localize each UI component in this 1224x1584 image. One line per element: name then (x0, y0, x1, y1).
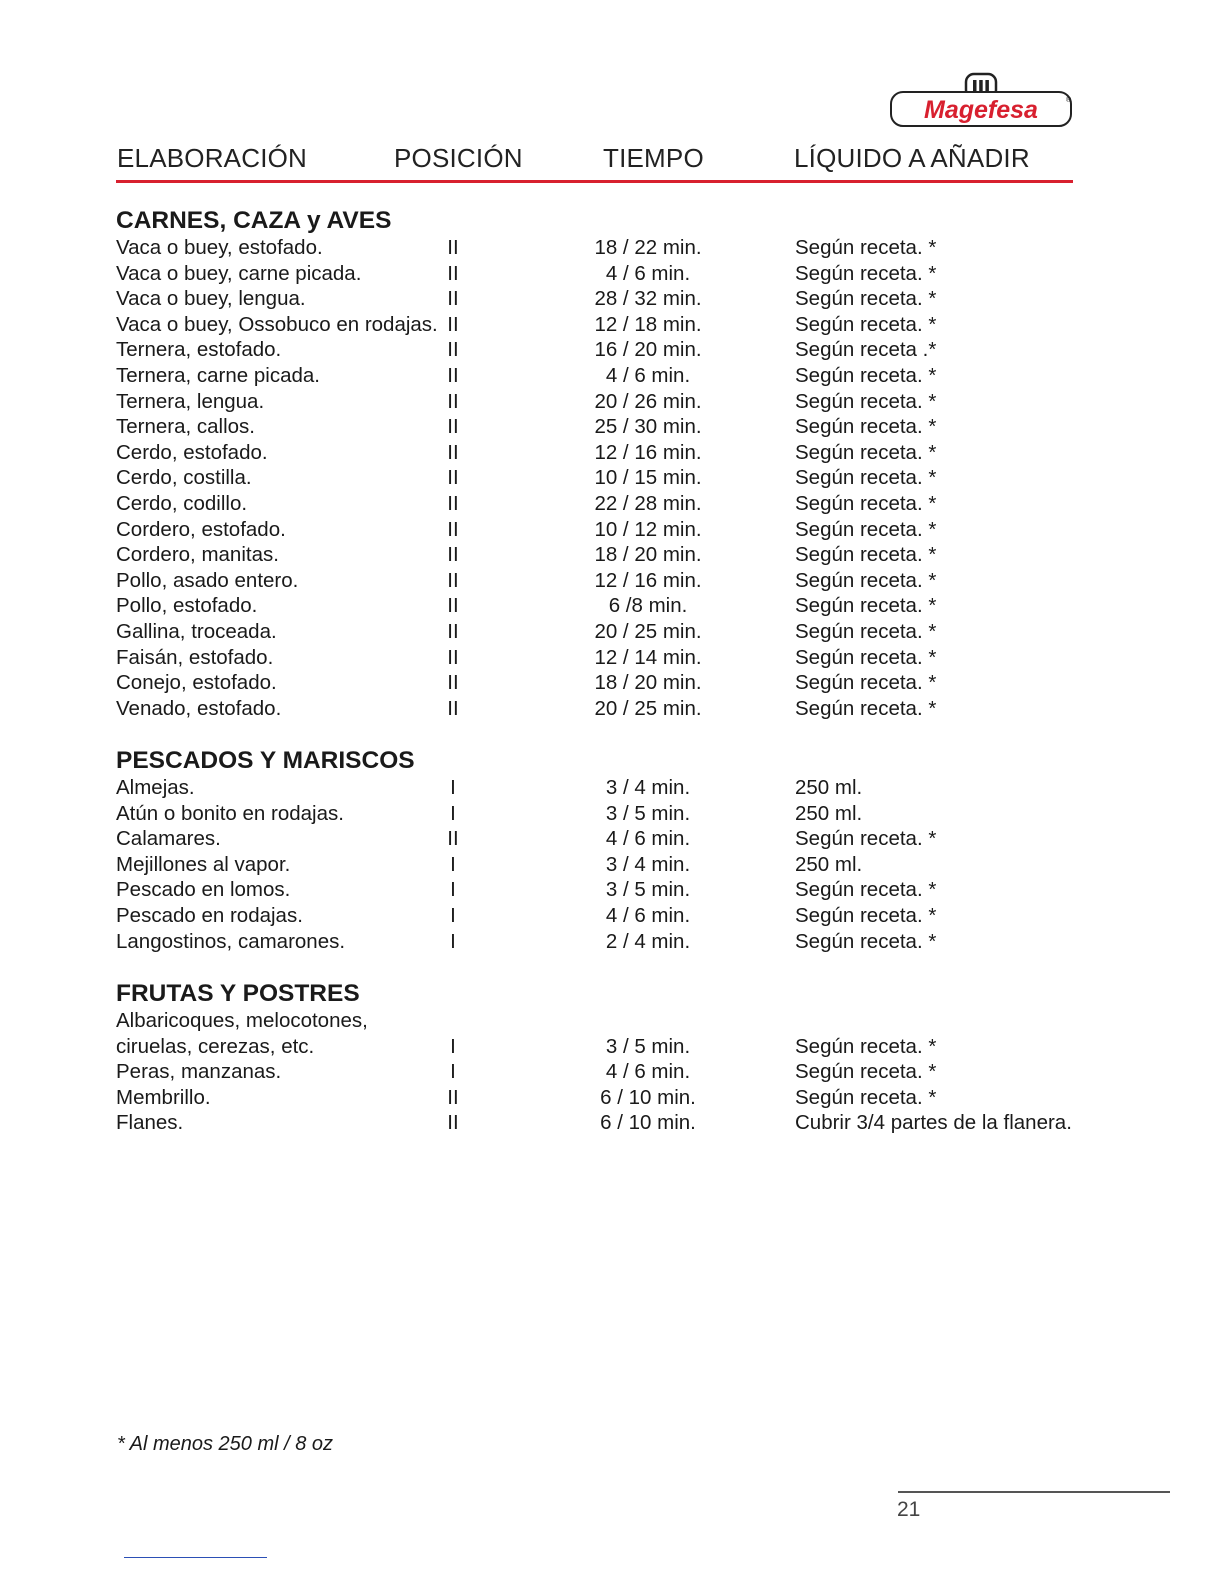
liquido-cell: Según receta. * (795, 645, 937, 669)
posicion-value: II (447, 594, 459, 618)
table-row (116, 542, 1106, 568)
table-row (116, 775, 1106, 801)
page-number-rule (898, 1491, 1170, 1493)
elaboracion-cell: Gallina, troceada. (116, 619, 277, 643)
tiempo-value: 20 / 25 min. (594, 619, 702, 643)
posicion-value: II (447, 389, 459, 413)
tiempo-value: 3 / 4 min. (605, 852, 691, 876)
table-row (116, 235, 1106, 261)
liquido-cell: Según receta. * (795, 903, 937, 927)
header-posicion: POSICIÓN (394, 143, 523, 173)
posicion-value: II (447, 236, 459, 259)
tiempo-value: 12 / 14 min. (594, 645, 702, 669)
section-carnes (116, 207, 1106, 721)
liquido-cell: Según receta. * (795, 415, 937, 439)
section-pescados (116, 747, 1106, 954)
liquido-cell: Cubrir 3/4 partes de la flanera. (795, 1111, 1072, 1135)
table-row (116, 696, 1106, 722)
posicion-value: II (447, 827, 459, 851)
tiempo-value: 4 / 6 min. (605, 903, 691, 927)
posicion-value: II (447, 491, 459, 515)
svg-text:®: ® (1066, 97, 1072, 104)
section-frutas (116, 980, 1106, 1136)
liquido-cell: Según receta. * (795, 440, 937, 464)
posicion-value: II (447, 312, 459, 336)
liquido-cell: 250 ml. (795, 776, 863, 799)
header-divider (116, 180, 1073, 183)
footnote: * Al menos 250 ml / 8 oz (117, 1433, 334, 1455)
posicion-value: II (447, 363, 459, 387)
posicion-value: II (447, 671, 459, 695)
section-rows (116, 235, 1106, 721)
elaboracion-cell: Pollo, estofado. (116, 594, 258, 618)
table-row (116, 801, 1106, 827)
elaboracion-cell: Membrillo. (116, 1085, 211, 1109)
liquido-cell: Según receta. * (795, 696, 937, 720)
table-row (116, 568, 1106, 594)
posicion-value: I (450, 1034, 456, 1058)
liquido-cell: Según receta. * (795, 827, 937, 851)
table-row (116, 414, 1106, 440)
tiempo-value: 22 / 28 min. (594, 491, 702, 515)
liquido-cell: Según receta. * (795, 466, 937, 490)
table-row (116, 593, 1106, 619)
elaboracion-cell: Conejo, estofado. (116, 671, 277, 695)
elaboracion-cell: Venado, estofado. (116, 696, 282, 720)
elaboracion-cell: Calamares. (116, 827, 221, 851)
liquido-cell: Según receta .* (795, 338, 937, 362)
section-title: CARNES, CAZA y AVES (116, 207, 392, 234)
tiempo-value: 3 / 5 min. (605, 878, 691, 902)
header-tiempo: TIEMPO (603, 143, 704, 173)
table-row (116, 1034, 1106, 1060)
svg-text:Magefesa: Magefesa (924, 96, 1038, 124)
posicion-value: II (447, 696, 459, 720)
table-row (116, 929, 1106, 955)
elaboracion-cell: Ternera, carne picada. (116, 363, 320, 387)
liquido-cell: Según receta. * (795, 543, 937, 567)
elaboracion-cell: Pollo, asado entero. (116, 568, 299, 592)
table-row (116, 286, 1106, 312)
posicion-value: II (447, 645, 459, 669)
elaboracion-cell: Atún o bonito en rodajas. (116, 801, 344, 825)
posicion-value: I (450, 903, 456, 927)
tiempo-value: 12 / 16 min. (594, 568, 702, 592)
tiempo-value: 28 / 32 min. (594, 287, 702, 311)
posicion-value: II (447, 619, 459, 643)
posicion-value: II (447, 1111, 459, 1135)
header-elaboracion: ELABORACIÓN (117, 143, 308, 173)
liquido-cell: Según receta. * (795, 517, 937, 541)
table-row (116, 337, 1106, 363)
tiempo-value: 16 / 20 min. (594, 338, 702, 362)
liquido-cell: Según receta. * (795, 491, 937, 515)
liquido-cell: 250 ml. (795, 801, 863, 825)
posicion-value: II (447, 287, 459, 311)
liquido-cell: Según receta. * (795, 312, 937, 336)
liquido-cell: Según receta. * (795, 929, 937, 953)
table-row (116, 261, 1106, 287)
table-row (116, 517, 1106, 543)
posicion-value: II (447, 440, 459, 464)
tiempo-value: 12 / 18 min. (594, 312, 702, 336)
elaboracion-cell: Cerdo, costilla. (116, 466, 252, 490)
table-row (116, 645, 1106, 671)
posicion-value: I (450, 852, 456, 876)
section-rows (116, 1008, 1106, 1136)
posicion-value: II (447, 568, 459, 592)
liquido-cell: Según receta. * (795, 619, 937, 643)
elaboracion-cell: Vaca o buey, Ossobuco en rodajas. (116, 312, 438, 336)
liquido-cell: Según receta. * (795, 389, 937, 413)
posicion-value: I (450, 801, 456, 825)
tiempo-value: 18 / 20 min. (594, 543, 702, 567)
tiempo-value: 6 /8 min. (608, 594, 688, 618)
section-title: FRUTAS Y POSTRES (116, 980, 360, 1007)
elaboracion-cell: Ternera, estofado. (116, 338, 282, 362)
table-row (116, 1085, 1106, 1111)
elaboracion-cell: Cordero, estofado. (116, 517, 286, 541)
liquido-cell: Según receta. * (795, 568, 937, 592)
table-row (116, 465, 1106, 491)
table-row (116, 440, 1106, 466)
elaboracion-cell: Ternera, lengua. (116, 389, 265, 413)
table-row (116, 491, 1106, 517)
tiempo-value: 2 / 4 min. (605, 929, 691, 953)
tiempo-value: 4 / 6 min. (605, 827, 691, 851)
tiempo-value: 25 / 30 min. (594, 415, 702, 439)
posicion-value: II (447, 338, 459, 362)
posicion-value: II (447, 517, 459, 541)
table-row (116, 389, 1106, 415)
liquido-cell: Según receta. * (795, 878, 937, 902)
liquido-cell: Según receta. * (795, 287, 937, 311)
elaboracion-cell: Langostinos, camarones. (116, 929, 346, 953)
tiempo-value: 3 / 5 min. (605, 1034, 691, 1058)
posicion-value: II (447, 466, 459, 490)
elaboracion-cell: Cerdo, estofado. (116, 440, 268, 464)
posicion-value: I (450, 1060, 456, 1084)
table-row (116, 670, 1106, 696)
liquido-cell: Según receta. * (795, 363, 937, 387)
elaboracion-cell: Mejillones al vapor. (116, 852, 291, 876)
tiempo-value: 4 / 6 min. (605, 363, 691, 387)
posicion-value: II (447, 261, 459, 285)
liquido-cell: Según receta. * (795, 671, 937, 695)
elaboracion-cell: Albaricoques, melocotones, (116, 1009, 368, 1032)
elaboracion-cell: Peras, manzanas. (116, 1060, 282, 1084)
liquido-cell: Según receta. * (795, 236, 937, 259)
liquido-cell: 250 ml. (795, 852, 863, 876)
tiempo-value: 3 / 4 min. (605, 776, 691, 799)
posicion-value: II (447, 415, 459, 439)
tiempo-value: 12 / 16 min. (594, 440, 702, 464)
table-row (116, 363, 1106, 389)
elaboracion-cell: Pescado en rodajas. (116, 903, 303, 927)
elaboracion-cell: Vaca o buey, lengua. (116, 287, 306, 311)
tiempo-value: 18 / 20 min. (594, 671, 702, 695)
tiempo-value: 18 / 22 min. (594, 236, 702, 259)
posicion-value: I (450, 776, 456, 799)
elaboracion-cell: Almejas. (116, 776, 195, 799)
tiempo-value: 20 / 26 min. (594, 389, 702, 413)
liquido-cell: Según receta. * (795, 1034, 937, 1058)
posicion-value: II (447, 1085, 459, 1109)
page-number: 21 (897, 1498, 921, 1521)
elaboracion-cell: Pescado en lomos. (116, 878, 291, 902)
elaboracion-cell: Ternera, callos. (116, 415, 256, 439)
posicion-value: I (450, 878, 456, 902)
tiempo-value: 6 / 10 min. (600, 1111, 696, 1135)
magefesa-logo (888, 72, 1074, 130)
table-row (116, 877, 1106, 903)
elaboracion-cell: Faisán, estofado. (116, 645, 274, 669)
elaboracion-cell: Flanes. (116, 1111, 184, 1135)
table-row (116, 903, 1106, 929)
tiempo-value: 10 / 12 min. (594, 517, 702, 541)
elaboracion-cell: Vaca o buey, carne picada. (116, 261, 362, 285)
table-row (116, 1059, 1106, 1085)
elaboracion-cell: Vaca o buey, estofado. (116, 236, 323, 259)
posicion-value: I (450, 929, 456, 953)
section-rows (116, 775, 1106, 954)
liquido-cell: Según receta. * (795, 1085, 937, 1109)
table-row (116, 852, 1106, 878)
posicion-value: II (447, 543, 459, 567)
table-row (116, 1110, 1106, 1136)
section-title: PESCADOS Y MARISCOS (116, 747, 415, 774)
bottom-link-underline (124, 1557, 267, 1558)
elaboracion-cell: Cerdo, codillo. (116, 491, 248, 515)
tiempo-value: 4 / 6 min. (605, 1060, 691, 1084)
liquido-cell: Según receta. * (795, 261, 937, 285)
tiempo-value: 3 / 5 min. (605, 801, 691, 825)
liquido-cell: Según receta. * (795, 594, 937, 618)
tiempo-value: 4 / 6 min. (605, 261, 691, 285)
tiempo-value: 20 / 25 min. (594, 696, 702, 720)
elaboracion-cell: ciruelas, cerezas, etc. (116, 1034, 315, 1058)
table-row (116, 1008, 1106, 1034)
tiempo-value: 10 / 15 min. (594, 466, 702, 490)
table-row (116, 826, 1106, 852)
tiempo-value: 6 / 10 min. (600, 1085, 696, 1109)
elaboracion-cell: Cordero, manitas. (116, 543, 279, 567)
header-liquido: LÍQUIDO A AÑADIR (794, 143, 1030, 173)
table-row (116, 619, 1106, 645)
liquido-cell: Según receta. * (795, 1060, 937, 1084)
table-row (116, 312, 1106, 338)
